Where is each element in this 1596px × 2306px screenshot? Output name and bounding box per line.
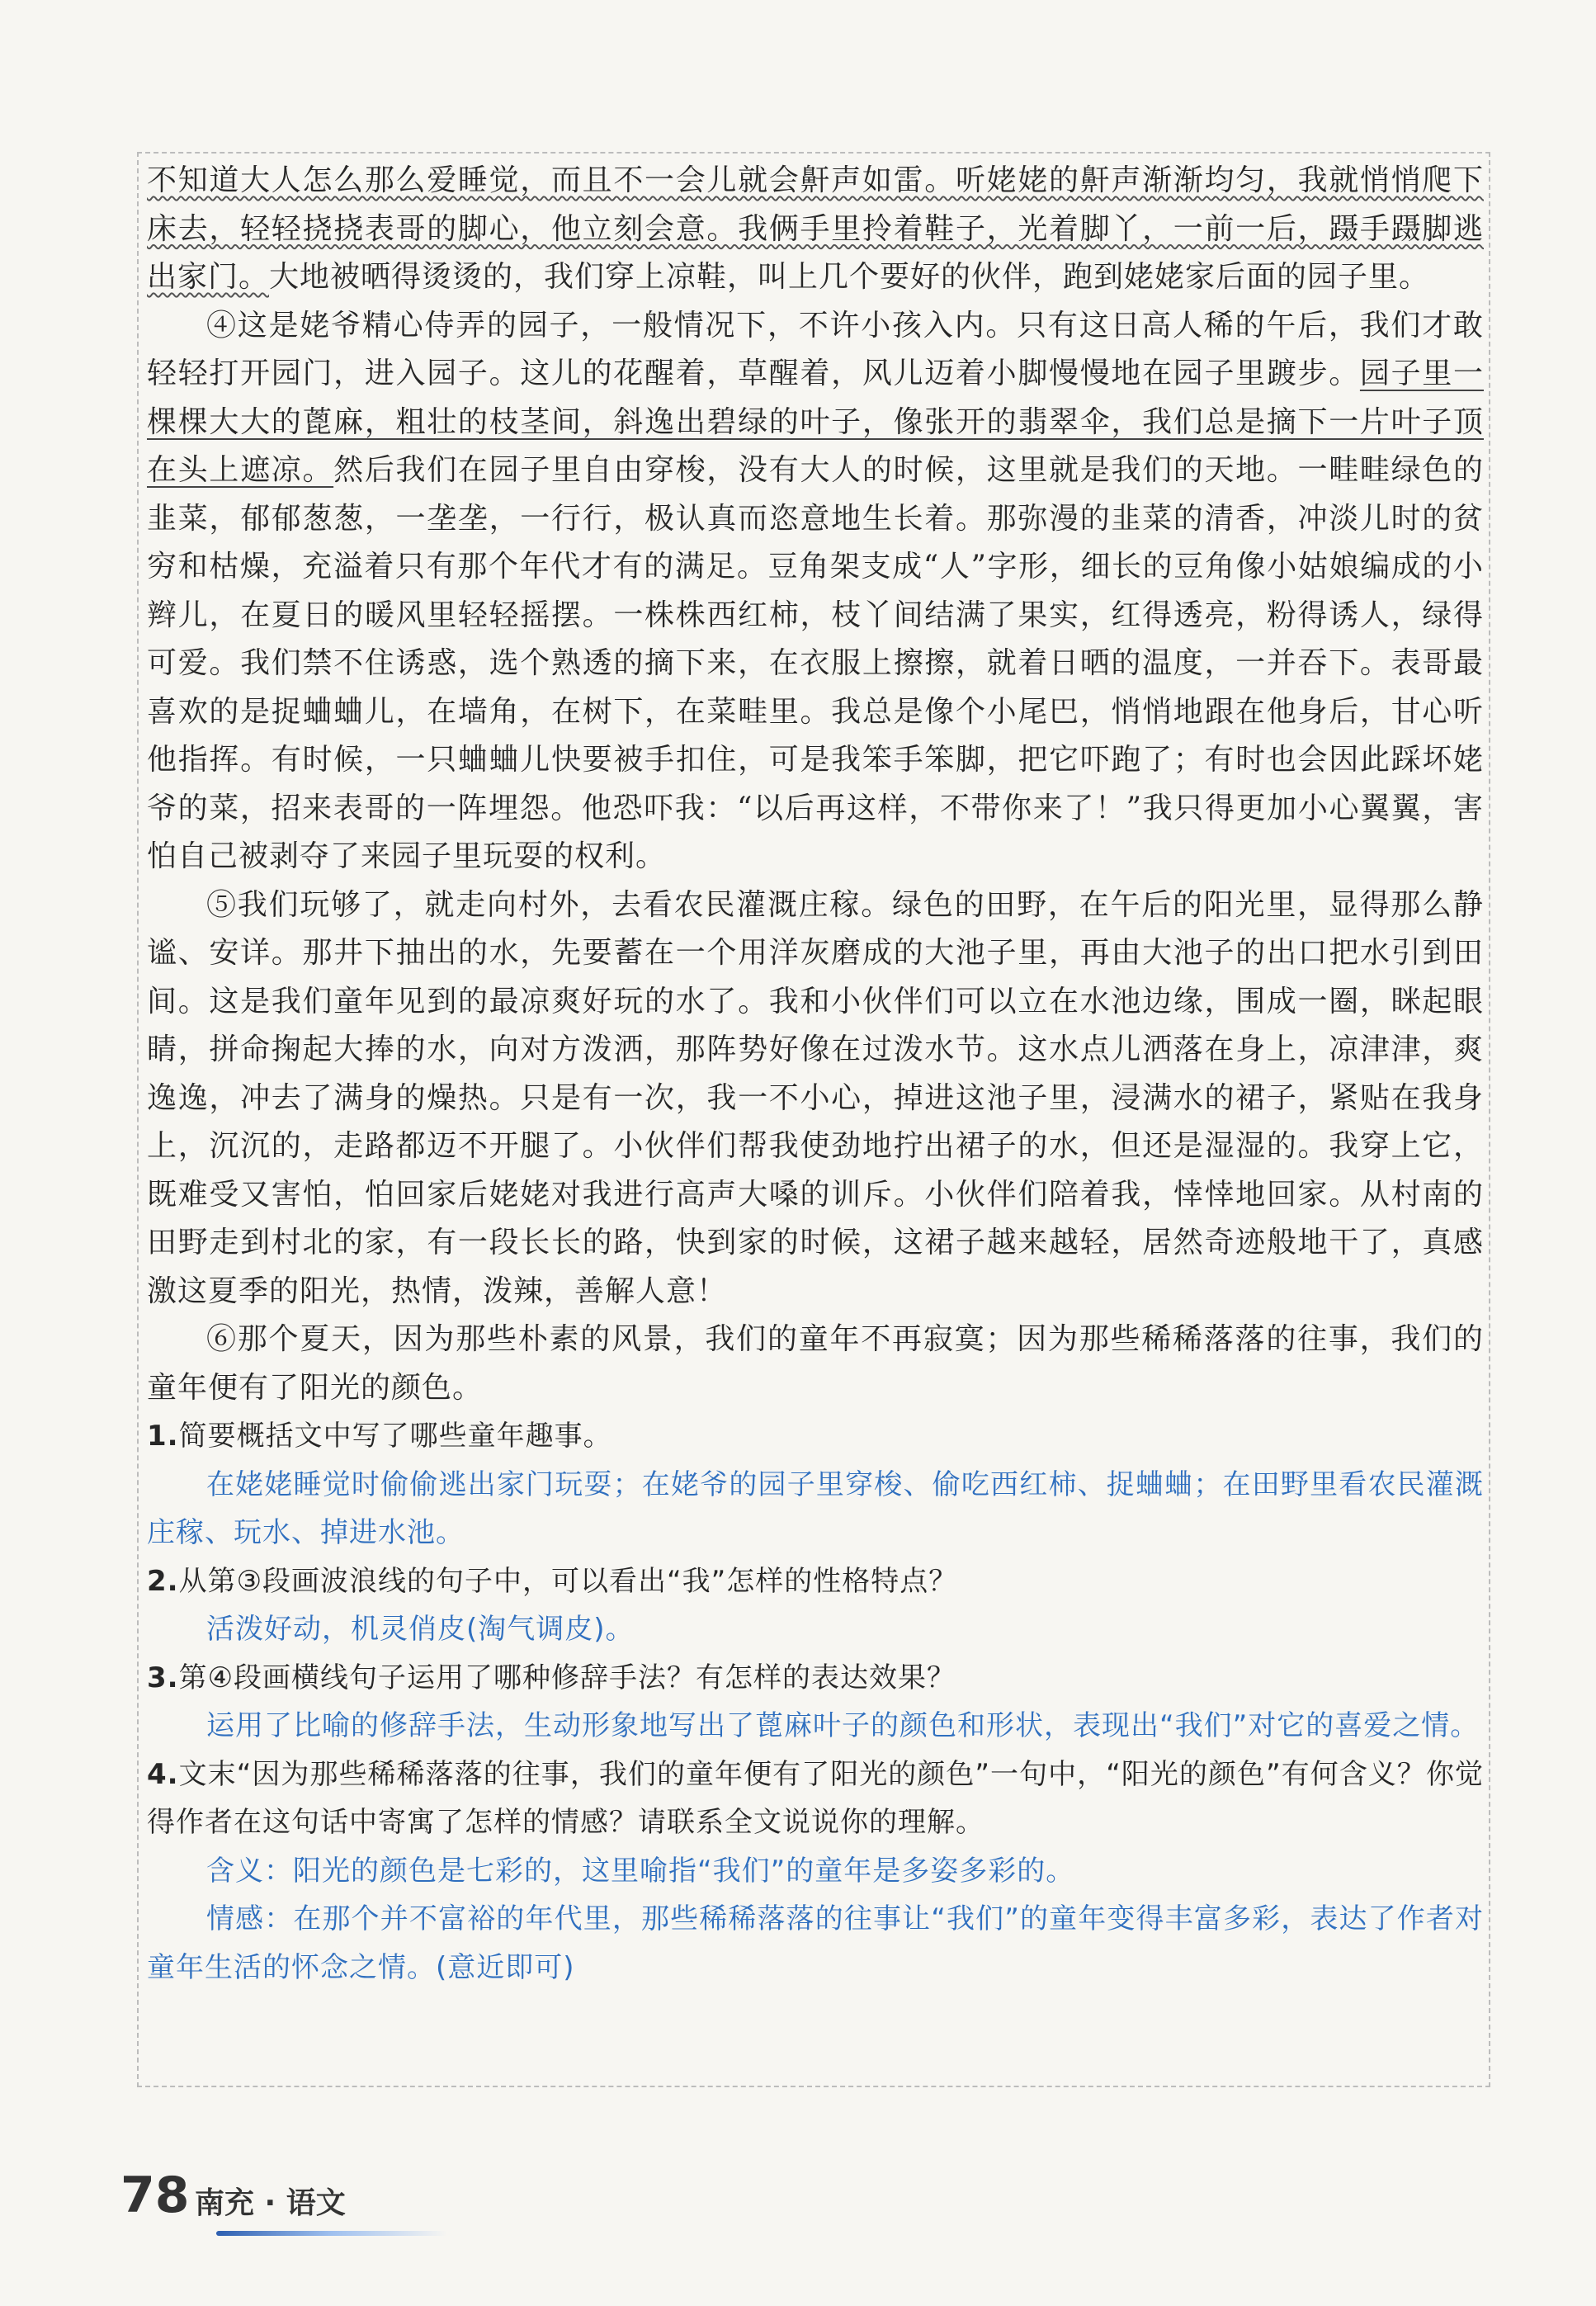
underlined-sentence: 园子里一棵棵大大的蓖麻，粗壮的枝茎间，斜逸出碧绿的叶子，像张开的翡翠伞，我们总是摘下一片叶子顶在头上遮凉。 xyxy=(147,357,1484,487)
paragraph-3-rest: 大地被晒得烫烫的，我们穿上凉鞋，叫上几个要好的伙伴，跑到姥姥家后面的园子里。 xyxy=(269,260,1430,294)
page-content xyxy=(147,157,1484,1992)
paragraph-4-rest: 然后我们在园子里自由穿梭，没有大人的时候，这里就是我们的天地。一畦畦绿色的韭菜，郁郁葱葱，一垄垄，一行行，极认真而恣意地生长着。那弥漫的韭菜的清香，冲淡儿时的贫穷和枯燥，充溢着只有那个年代才有的满足。豆角架支成“人”字形，细长的豆角像小姑娘编成的小辫儿，在夏日的暖风里轻轻摇摆。一株株西红柿，枝丫间结满了果实，红得透亮，粉得诱人，绿得可爱。我们禁不住诱惑，选个熟透的摘下来，在衣服上擦擦，就着日晒的温度，一并吞下。表哥最喜欢的是捉蛐蛐儿，在墙角，在树下，在菜畦里。我总是像个小尾巴，悄悄地跟在他身后，甘心听他指挥。有时候，一只蛐蛐儿快要被手扣住，可是我笨手笨脚，把它吓跑了；有时也会因此踩坏姥爷的菜，招来表哥的一阵埋怨。他恐吓我：“以后再这样，不带你来了！”我只得更加小心翼翼，害怕自己被剥夺了来园子里玩耍的权利。 xyxy=(147,453,1484,873)
question-3 xyxy=(147,1654,1484,1751)
question-text: 第④段画横线句子运用了哪种修辞手法？有怎样的表达效果？ xyxy=(178,1661,956,1694)
question-text: 从第③段画波浪线的句子中，可以看出“我”怎样的性格特点？ xyxy=(178,1564,958,1598)
paragraph-3-tail xyxy=(147,157,1484,302)
subject-label: 南充 · 语文 xyxy=(195,2186,346,2220)
answer-text: 运用了比喻的修辞手法，生动形象地写出了蓖麻叶子的颜色和形状，表现出“我们”对它的喜爱之情。 xyxy=(206,1709,1480,1742)
answer-text: 在姥姥睡觉时偷偷逃出家门玩耍；在姥爷的园子里穿梭、偷吃西红柿、捉蛐蛐；在田野里看农民灌溉庄稼、玩水、掉进水池。 xyxy=(147,1467,1484,1549)
answer-emotion: 情感：在那个并不富裕的年代里，那些稀稀落落的往事让“我们”的童年变得丰富多彩，表达了作者对童年生活的怀念之情。(意近即可) xyxy=(147,1902,1484,1984)
question-text: 简要概括文中写了哪些童年趣事。 xyxy=(178,1420,612,1453)
question-number: 4. xyxy=(147,1757,179,1791)
paragraph-5: ⑤我们玩够了，就走向村外，去看农民灌溉庄稼。绿色的田野，在午后的阳光里，显得那么静谧、安详。那井下抽出的水，先要蓄在一个用洋灰磨成的大池子里，再由大池子的出口把水引到田间。这是我们童年见到的最凉爽好玩的水了。我和小伙伴们可以立在水池边缘，围成一圈，眯起眼睛，拼命掬起大捧的水，向对方泼洒，那阵势好像在过泼水节。这水点儿洒落在身上，凉津津，爽逸逸，冲去了满身的燥热。只是有一次，我一不小心，掉进这池子里，浸满水的裙子，紧贴在我身上，沉沉的，走路都迈不开腿了。小伙伴们帮我使劲地拧出裙子的水，但还是湿湿的。我穿上它，既难受又害怕，怕回家后姥姥对我进行高声大嗓的训斥。小伙伴们陪着我，悻悻地回家。从村南的田野走到村北的家，有一段长长的路，快到家的时候，这裙子越来越轻，居然奇迹般地干了，真感激这夏季的阳光，热情，泼辣，善解人意！ xyxy=(147,887,1484,1308)
answer-meaning: 含义：阳光的颜色是七彩的，这里喻指“我们”的童年是多姿多彩的。 xyxy=(206,1854,1075,1888)
page-number: 78 xyxy=(120,2167,190,2224)
question-text: 文末“因为那些稀稀落落的往事，我们的童年便有了阳光的颜色”一句中，“阳光的颜色”有何含义？你觉得作者在这句话中寄寓了怎样的情感？请联系全文说说你的理解。 xyxy=(147,1757,1484,1839)
question-number: 3. xyxy=(147,1661,179,1694)
paragraph-6: ⑥那个夏天，因为那些朴素的风景，我们的童年不再寂寞；因为那些稀稀落落的往事，我们的童年便有了阳光的颜色。 xyxy=(147,1322,1484,1405)
question-1 xyxy=(147,1412,1484,1557)
question-number: 2. xyxy=(147,1564,179,1598)
question-2 xyxy=(147,1557,1484,1654)
paragraph-4 xyxy=(147,302,1484,881)
question-number: 1. xyxy=(147,1420,179,1453)
question-4 xyxy=(147,1751,1484,1992)
wavy-underlined-sentence: 不知道大人怎么那么爱睡觉，而且不一会儿就会鼾声如雷。听姥姥的鼾声渐渐均匀，我就悄悄爬下床去，轻轻挠挠表哥的脚心，他立刻会意。我俩手里拎着鞋子，光着脚丫，一前一后，蹑手蹑脚逃出家门。 xyxy=(147,163,1484,294)
paragraph-4-start: ④这是姥爷精心侍弄的园子，一般情况下，不许小孩入内。只有这日高人稀的午后，我们才敢轻轻打开园门，进入园子。这儿的花醒着，草醒着，风儿迈着小脚慢慢地在园子里踱步。 xyxy=(147,308,1484,390)
footer-accent-line xyxy=(216,2231,447,2236)
answer-text: 活泼好动，机灵俏皮(淘气调皮)。 xyxy=(206,1613,635,1646)
